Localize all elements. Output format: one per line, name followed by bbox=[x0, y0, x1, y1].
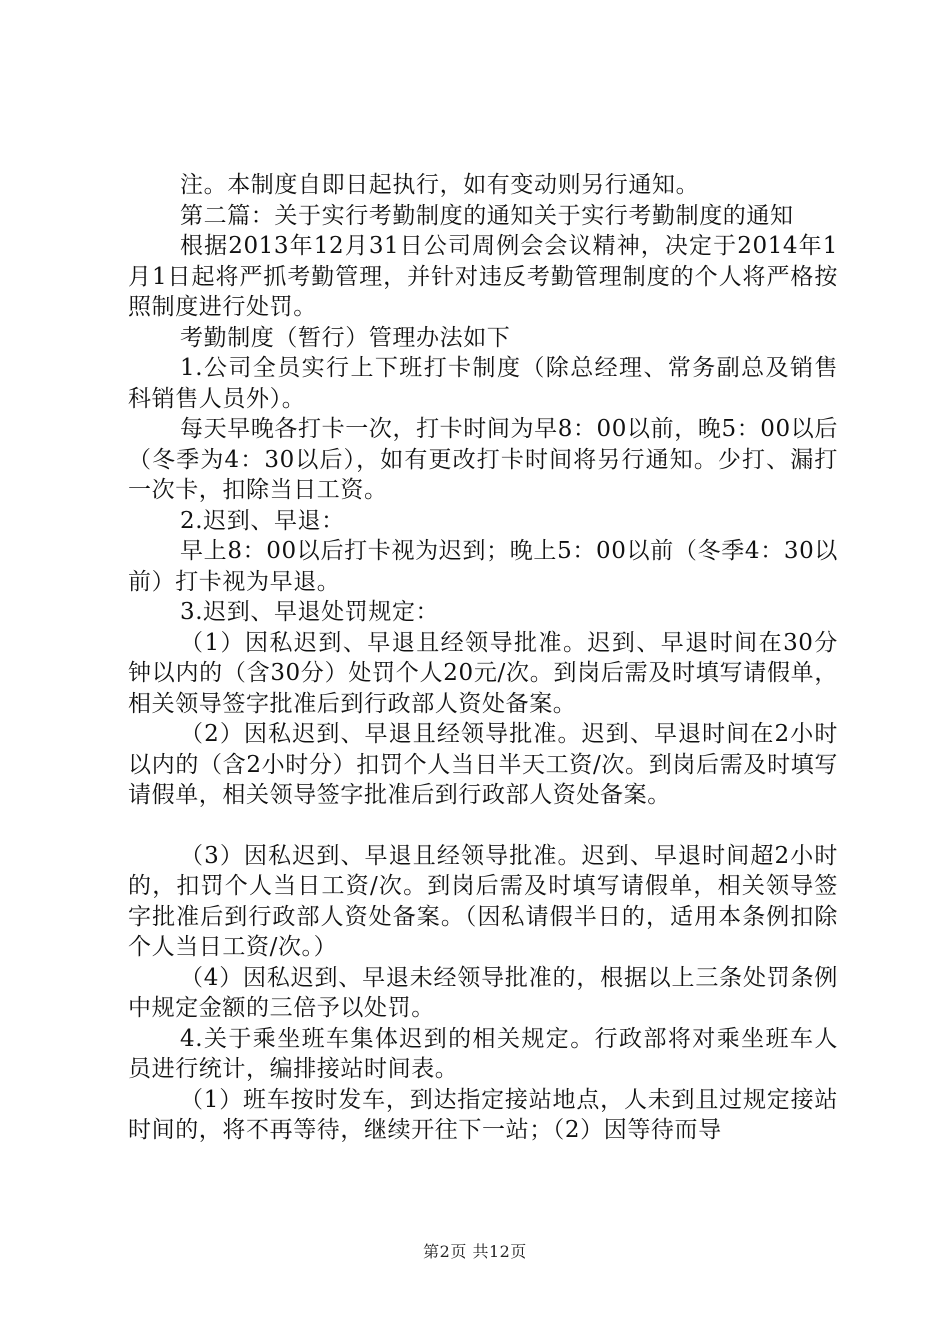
paragraph-intro: 根据2013年12月31日公司周例会会议精神，决定于2014年1月1日起将严抓考勤管理，并针对违反考勤管理制度的个人将严格按照制度进行处罚。 bbox=[128, 233, 838, 320]
paragraph-method-heading: 考勤制度（暂行）管理办法如下 bbox=[180, 324, 511, 351]
paragraph-penalty-1: （1）因私迟到、早退且经领导批准。迟到、早退时间在30分钟以内的（含30分）处罚个人20元/次。到岗后需及时填写请假单，相关领导签字批准后到行政部人资处备案。 bbox=[128, 629, 838, 717]
paragraph-rule-1: 1.公司全员实行上下班打卡制度（除总经理、常务副总及销售科销售人员外）。 bbox=[128, 355, 838, 412]
page-footer: 第2页 共12页 bbox=[423, 1242, 527, 1261]
document-body bbox=[128, 170, 838, 1146]
paragraph-chapter-title: 第二篇：关于实行考勤制度的通知关于实行考勤制度的通知 bbox=[180, 202, 794, 229]
paragraph-penalty-3: （3）因私迟到、早退且经领导批准。迟到、早退时间超2小时的，扣罚个人当日工资/次。到岗后需及时填写请假单，相关领导签字批准后到行政部人资处备案。（因私请假半日的，适用本条例扣除个人当日工资/次。） bbox=[128, 842, 838, 960]
paragraph-rule-2: 2.迟到、早退： bbox=[180, 507, 345, 534]
paragraph-penalty-2: （2）因私迟到、早退且经领导批准。迟到、早退时间在2小时以内的（含2小时分）扣罚个人当日半天工资/次。到岗后需及时填写请假单，相关领导签字批准后到行政部人资处备案。 bbox=[128, 721, 838, 808]
paragraph-closing-note: 注。本制度自即日起执行，如有变动则另行通知。 bbox=[180, 172, 700, 198]
paragraph-penalty-4: （4）因私迟到、早退未经领导批准的，根据以上三条处罚条例中规定金额的三倍予以处罚。 bbox=[128, 964, 838, 1021]
paragraph-rule-3: 3.迟到、早退处罚规定： bbox=[180, 599, 440, 625]
paragraph-late-definition: 早上8：00以后打卡视为迟到；晚上5：00以前（冬季4：30以前）打卡视为早退。 bbox=[128, 538, 838, 595]
paragraph-clock-times: 每天早晚各打卡一次，打卡时间为早8：00以前，晚5：00以后（冬季为4：30以后），如有更改打卡时间将另行通知。少打、漏打一次卡，扣除当日工资。 bbox=[128, 416, 838, 503]
paragraph-shuttle-rule: （1）班车按时发车，到达指定接站地点，人未到且过规定接站时间的，将不再等待，继续开往下一站；（2）因等待而导 bbox=[128, 1086, 838, 1143]
paragraph-rule-4: 4.关于乘坐班车集体迟到的相关规定。行政部将对乘坐班车人员进行统计，编排接站时间表。 bbox=[128, 1025, 838, 1082]
